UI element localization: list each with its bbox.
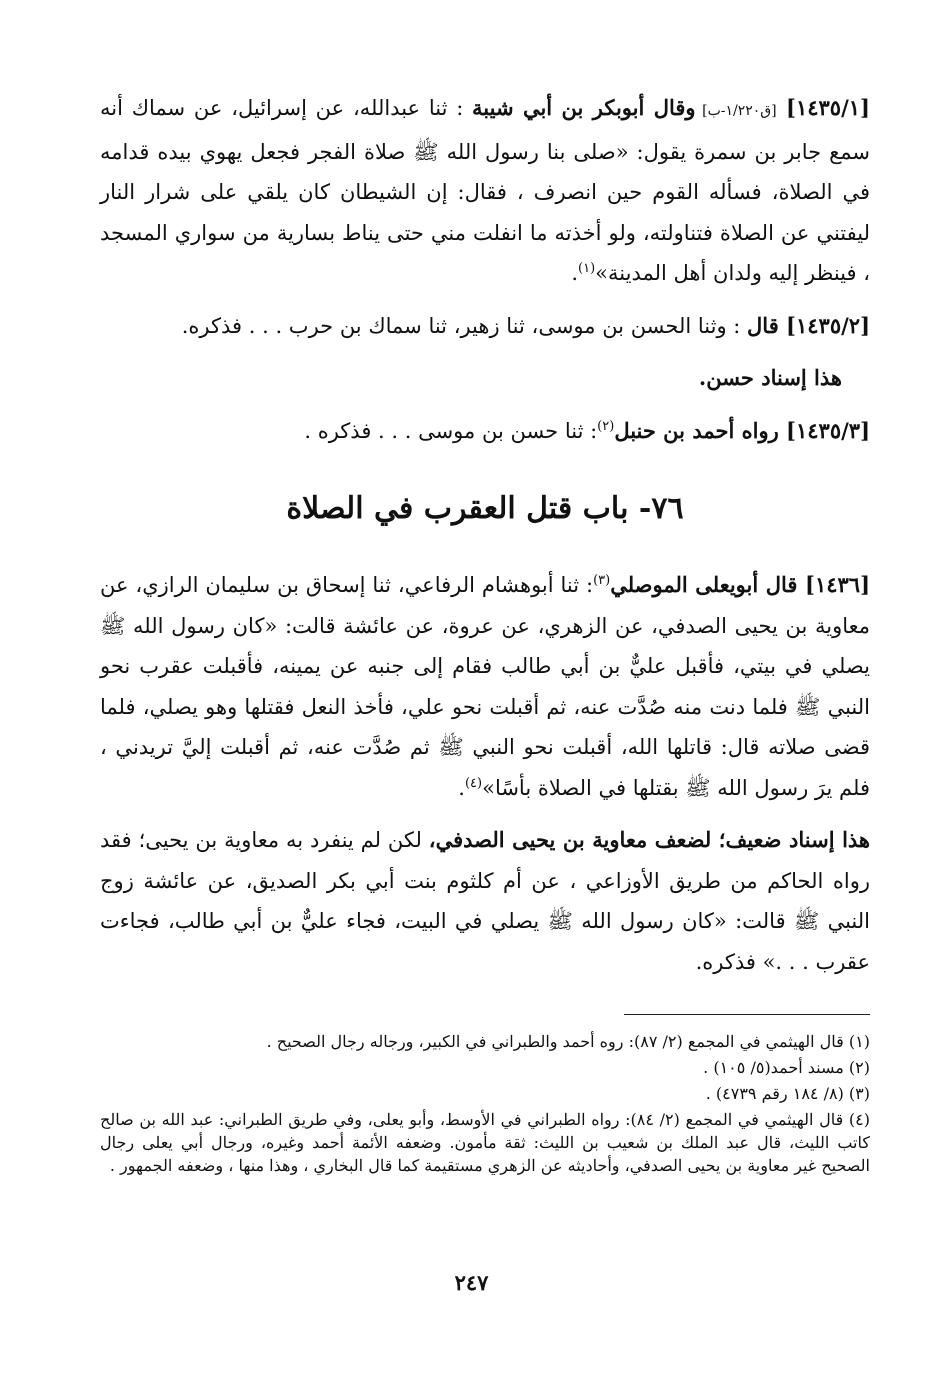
text-segment: [١٤٣٥/١] xyxy=(776,95,870,120)
footnote-ref[interactable]: (٤) xyxy=(464,775,483,791)
text-segment: هذا إسناد ضعيف؛ لضعف معاوية بن يحيى الصدفي، xyxy=(428,827,871,852)
footnote-item xyxy=(100,1082,870,1105)
paragraph-p1435_3 xyxy=(100,411,870,452)
text-segment: [ق١/٢٢٠-ب] xyxy=(695,103,777,119)
footnote-divider xyxy=(624,1014,870,1015)
page-number: ٢٤٧ xyxy=(454,1270,489,1295)
footnote-text: قال الهيثمي في المجمع (٢/ ٨٤): رواه الطبراني في الأوسط، وأبو يعلى، وفي طريق الطبراني: عبد الله بن صالح كاتب الليث، قال عبد الملك بن شعيب بن الليث: ثقة مأمون. وضعفه الأئمة أحمد وغيره، ورجال أبي يعلى رجال الصحيح غير معاوية بن يحيى الصدفي، وأحاديثه عن الزهري مستقيمة كما قال البخاري ، وهذا منها ، وضعفه الجمهور . xyxy=(100,1110,870,1175)
footnote-number: (١) xyxy=(843,1032,870,1051)
footnote-text: (٨/ ١٨٤ رقم ٤٧٣٩) . xyxy=(705,1084,844,1103)
paragraph-p1436_grade xyxy=(100,820,870,982)
footnote-ref[interactable]: (٢) xyxy=(597,418,615,434)
text-segment: [١٤٣٦] قال أبويعلى الموصلي xyxy=(610,572,870,597)
text-segment: . xyxy=(458,775,465,800)
paragraph-p1436 xyxy=(100,565,870,808)
footnote-number: (٢) xyxy=(843,1058,870,1077)
text-segment: [١٤٣٥/٣] رواه أحمد بن حنبل xyxy=(614,417,870,443)
text-segment: : وثنا الحسن بن موسى، ثنا زهير، ثنا سماك بن حرب . . . فذكره. xyxy=(181,313,748,338)
main-text xyxy=(100,88,870,994)
text-segment: : ثنا أبوهشام الرفاعي، ثنا إسحاق بن سليمان الرازي، عن معاوية بن يحيى الصدفي، عن الزهري، عن عروة، عن عائشة قالت: «كان رسول الله ﷺ يصلي في بيتي، فأقبل عليٌّ بن أبي طالب فقام إلى جنبه عن يمينه، فأقبلت عقرب نحو النبي ﷺ فلما دنت منه صُدَّت عنه، ثم أقبلت نحو علي، فأخذ النعل فقتلها وهو يصلي، فلما قضى صلاته قال: قاتلها الله، أقبلت نحو النبي ﷺ ثم صُدَّت عنه، ثم أقبلت إليَّ تريدني ، فلم يرَ رسول الله ﷺ بقتلها في الصلاة بأسًا» xyxy=(100,573,870,800)
text-segment: وقال أبوبكر بن أبي شيبة xyxy=(472,95,696,120)
text-segment: [١٤٣٥/٢] قال xyxy=(747,312,870,338)
footnote-item xyxy=(100,1108,870,1177)
text-segment: لكن لم ينفرد به معاوية بن يحيى؛ فقد رواه الحاكم من طريق الأوزاعي ، عن أم كلثوم بنت أبي بكر الصديق، عن عائشة زوج النبي ﷺ قالت: «كان رسول الله ﷺ يصلي في البيت، فجاء عليٌّ بن أبي طالب، فجاءت عقرب . . .» فذكره. xyxy=(100,828,870,974)
footnote-ref[interactable]: (٣) xyxy=(593,573,611,588)
paragraph-p1435_grade xyxy=(100,358,870,399)
text-segment: . xyxy=(571,261,579,285)
text-segment: هذا إسناد حسن. xyxy=(698,365,842,390)
hadith-1435-section xyxy=(100,88,870,451)
footnote-item xyxy=(100,1056,870,1079)
paragraph-p1435_2 xyxy=(100,306,870,347)
footnote-number: (٤) xyxy=(843,1110,871,1129)
chapter-title: ٧٦- باب قتل العقرب في الصلاة xyxy=(286,491,684,526)
footnote-item xyxy=(100,1030,870,1053)
text-segment: : ثنا عبدالله، عن إسرائيل، عن سماك أنه سمع جابر بن سمرة يقول: «صلى بنا رسول الله ﷺ صلاة الفجر فجعل يهوي بيده قدامه في الصلاة، فسأله القوم حين انصرف ، فقال: إن الشيطان كان يلقي على شرار النار ليفتني عن الصلاة فتناولته، ولو أخذته ما انفلت مني حتى يناط بسارية من سواري المسجد ، فينظر إليه ولدان أهل المدينة» xyxy=(100,96,870,285)
hadith-1436-section xyxy=(100,565,870,982)
text-segment: : ثنا حسن بن موسى . . . فذكره . xyxy=(304,418,598,443)
paragraph-p1435_1 xyxy=(100,88,870,294)
footnote-number: (٣) xyxy=(843,1084,870,1103)
footnote-text: مسند أحمد(٥/ ١٠٥) . xyxy=(703,1058,844,1077)
footnote-ref[interactable]: (١) xyxy=(578,261,596,276)
footnote-text: قال الهيثمي في المجمع (٢/ ٨٧): روه أحمد والطبراني في الكبير، ورجاله رجال الصحيح . xyxy=(266,1032,844,1051)
footnotes xyxy=(100,1030,870,1180)
